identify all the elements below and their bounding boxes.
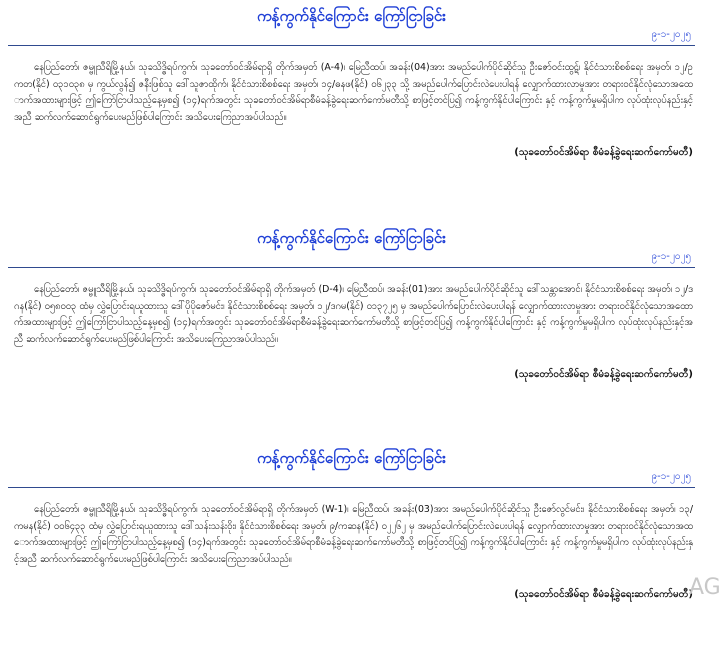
notice-body: နေပြည်တော်၊ ဇမ္ဗူသီရိမြို့နယ်၊ သုခသိဒ္ဓိရပ်ကွက်၊ သုခတော်ဝင်အိမ်ရာရှိ တိုက်အမှတ် (W-1)၊ မြေညီထပ်၊ အခန်း(03)အား အမည်ပေါက်ပိုင်ဆိုင်သူ ဦးဇော်လွင်မင်း၊ နိုင်ငံသားစိစစ်ရေး အမှတ်၊ ၁၃/ကမန(နိုင်) ၀၀၆၄၃၃ ထံမှ လွှဲပြောင်းရယူထားသူ ဒေါ်သန်းသန်းဝိုး၊ နိုင်ငံသားစိစစ်ရေး အမှတ်၊ ၉/ကဆန(နိုင်) ၀၂၂၆၂ မှ အမည်ပေါက်ပြောင်းလဲပေးပါရန် လျှောက်ထားလာမှုအား တရားဝင်နိုင်လုံသောအထောက်အထားများဖြင့် ဤကြော်ငြာပါသည့်နေ့မှစ၍ (၁၄)ရက်အတွင်း သုခတော်ဝင်အိမ်ရာစီမံခန့်ခွဲရေးဆက်ကော်မတီသို့ စာဖြင့်တင်ပြ၍ ကန့်ကွက်နိုင်ပါကြောင်း နှင့် ကန့်ကွက်မှုမရှိပါက လုပ်ထုံးလုပ်နည်းနှင့်အညီ ဆက်လက်ဆောင်ရွက်ပေးမည်ဖြစ်ပါကြောင်း အသိပေးကြေညာအပ်ပါသည်။: [14, 504, 693, 565]
watermark: AG: [689, 575, 721, 600]
divider: [8, 487, 695, 488]
notice-date: ၉-၁-၂၀၂၅: [651, 29, 691, 40]
notice-title: ကန့်ကွက်နိုင်ကြောင်း ကြော်ငြာခြင်း: [257, 449, 446, 467]
notice-signature: (သုခတော်ဝင်အိမ်ရာ စီမံခန့်ခွဲရေးဆက်ကော်မတီ): [514, 589, 693, 600]
divider: [8, 267, 695, 268]
notice-date: ၉-၁-၂၀၂၅: [651, 251, 691, 262]
notice-body: နေပြည်တော်၊ ဇမ္ဗူသီရိမြို့နယ်၊ သုခသိဒ္ဓိရပ်ကွက်၊ သုခတော်ဝင်အိမ်ရာရှိ တိုက်အမှတ် (D-4)၊ မြေညီထပ်၊ အခန်း(01)အား အမည်ပေါက်ပိုင်ဆိုင်သူ ဒေါ်သန္တာအောင်၊ နိုင်ငံသားစိစစ်ရေး အမှတ်၊ ၁၂/ဒဂန(နိုင်) ၀၅၈၀၀၃ ထံမှ လွှဲပြောင်းရယူထားသူ ဒေါ်ပိုပိုဇော်မင်း၊ နိုင်ငံသားစိစစ်ရေး အမှတ်၊ ၁၂/ဒဂမ(နိုင်) ၀၁၃၇၂၅ မှ အမည်ပေါက်ပြောင်းလဲပေးပါရန် လျှောက်ထားလာမှုအား တရားဝင်နိုင်လုံသောအထောက်အထားများဖြင့် ဤကြော်ငြာပါသည့်နေ့မှစ၍ (၁၄)ရက်အတွင်း သုခတော်ဝင်အိမ်ရာစီမံခန့်ခွဲရေးဆက်ကော်မတီသို့ စာဖြင့်တင်ပြ၍ ကန့်ကွက်နိုင်ပါကြောင်း နှင့် ကန့်ကွက်မှုမရှိပါက လုပ်ထုံးလုပ်နည်းနှင့်အညီ ဆက်လက်ဆောင်ရွက်ပေးမည်ဖြစ်ပါကြောင်း အသိပေးကြေညာအပ်ပါသည်။: [14, 284, 693, 345]
notice-signature: (သုခတော်ဝင်အိမ်ရာ စီမံခန့်ခွဲရေးဆက်ကော်မတီ): [514, 147, 693, 158]
notice-3: [0, 448, 703, 602]
notice-signature: (သုခတော်ဝင်အိမ်ရာ စီမံခန့်ခွဲရေးဆက်ကော်မတီ): [514, 369, 693, 380]
notice-title: ကန့်ကွက်နိုင်ကြောင်း ကြော်ငြာခြင်း: [257, 7, 446, 25]
notice-body: နေပြည်တော်၊ ဇမ္ဗူသီရိမြို့နယ်၊ သုခသိဒ္ဓိရပ်ကွက်၊ သုခတော်ဝင်အိမ်ရာရှိ တိုက်အမှတ် (A-4)၊ မြေညီထပ်၊ အခန်း(04)အား အမည်ပေါက်ပိုင်ဆိုင်သူ ဦးဇော်ဝင်းထွဋ်၊ နိုင်ငံသားစိစစ်ရေး အမှတ်၊ ၁၂/ဥကတ(နိုင်) ၀၃၁၀၃၈ မှ ကွယ်လွန်၍ ဇနီးဖြစ်သူ ဒေါ်သူဇာထိုက်၊ နိုင်ငံသားစိစစ်ရေး အမှတ်၊ ၁၄/ဓနဖ(နိုင်) ၀၆၂၃၃ သို့ အမည်ပေါက်ပြောင်းလဲပေးပါရန် လျှောက်ထားလာမှုအား တရားဝင်နိုင်လုံသောအထောက်အထားများဖြင့် ဤကြော်ငြာပါသည့်နေ့မှစ၍ (၁၄)ရက်အတွင်း သုခတော်ဝင်အိမ်ရာစီမံခန့်ခွဲရေးဆက်ကော်မတီသို့ စာဖြင့်တင်ပြ၍ ကန့်ကွက်နိုင်ပါကြောင်း နှင့် ကန့်ကွက်မှုမရှိပါက လုပ်ထုံးလုပ်နည်းနှင့်အညီ ဆက်လက်ဆောင်ရွက်ပေးမည်ဖြစ်ပါကြောင်း အသိပေးကြေညာအပ်ပါသည်။: [14, 62, 693, 123]
notice-title: ကန့်ကွက်နိုင်ကြောင်း ကြော်ငြာခြင်း: [257, 229, 446, 247]
notice-date: ၉-၁-၂၀၂၅: [651, 471, 691, 482]
notice-2: [0, 228, 703, 382]
divider: [8, 45, 695, 46]
notice-1: [0, 6, 703, 160]
